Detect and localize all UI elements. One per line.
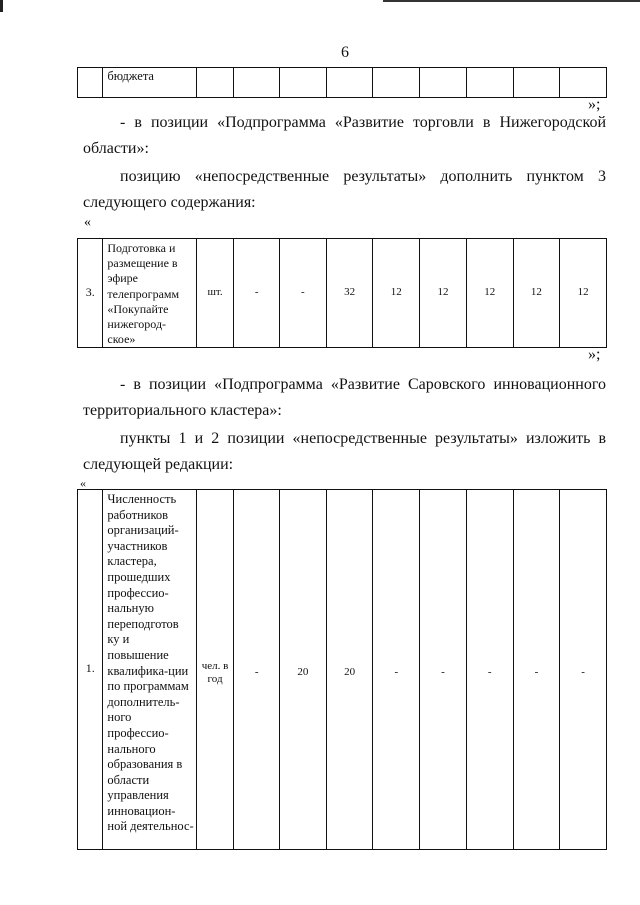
row-value: - — [280, 239, 327, 348]
close-quote: »; — [588, 346, 601, 363]
row-value: 20 — [326, 490, 373, 850]
trade-paragraph-line4: следующего содержания: — [83, 194, 256, 211]
sarov-paragraph-line4: следующей редакции: — [83, 456, 234, 473]
row-unit: шт. — [196, 239, 234, 348]
sarov-paragraph-line3: пункты 1 и 2 позиции «непосредственные результаты» изложить в — [120, 430, 606, 447]
scan-border-line — [383, 0, 640, 2]
trade-paragraph-line2: области»: — [83, 140, 149, 157]
row-value: - — [560, 490, 607, 850]
trade-results-table — [77, 238, 607, 348]
row-value: 12 — [373, 239, 420, 348]
top-table — [77, 67, 607, 98]
row-value: - — [466, 490, 513, 850]
table-row — [78, 239, 607, 348]
open-quote: « — [80, 476, 86, 490]
row-value: - — [513, 490, 560, 850]
row-value: - — [234, 239, 280, 348]
row-value: 12 — [513, 239, 560, 348]
row-number: 3. — [78, 239, 103, 348]
trade-paragraph-line1: - в позиции «Подпрограмма «Развитие торговли в Нижегородской — [120, 114, 606, 131]
row-value: 12 — [420, 239, 467, 348]
row-name: Численность работников организаций-участников кластера, прошедших профессио-нальную переподготов ку и повышение квалифика-ции по программам дополнитель-ного профессио-нального образования в области управления инновацион-ной деятельнос- — [103, 490, 196, 850]
row-value: 12 — [560, 239, 607, 348]
table-row — [78, 490, 607, 850]
row-value: 32 — [326, 239, 373, 348]
row-number: 1. — [78, 490, 103, 850]
sarov-results-table — [77, 489, 607, 850]
open-quote: « — [84, 215, 91, 230]
row-name: Подготовка и размещение в эфире телепрограмм «Покупайте нижегород-ское» — [103, 239, 196, 348]
row-unit: чел. в год — [196, 490, 234, 850]
trade-paragraph-line3: позицию «непосредственные результаты» дополнить пунктом 3 — [120, 168, 606, 185]
row-value: - — [234, 490, 280, 850]
top-table-cell-num — [78, 68, 103, 98]
page-number: 6 — [341, 44, 349, 61]
row-value: - — [420, 490, 467, 850]
scan-corner-mark — [0, 0, 3, 12]
row-value: - — [373, 490, 420, 850]
sarov-paragraph-line1: - в позиции «Подпрограмма «Развитие Саровского инновационного — [120, 376, 606, 393]
row-value: 20 — [280, 490, 327, 850]
top-table-cell-text: бюджета — [103, 68, 196, 98]
row-value: 12 — [466, 239, 513, 348]
close-quote: »; — [588, 96, 601, 113]
sarov-paragraph-line2: территориального кластера»: — [83, 402, 282, 419]
